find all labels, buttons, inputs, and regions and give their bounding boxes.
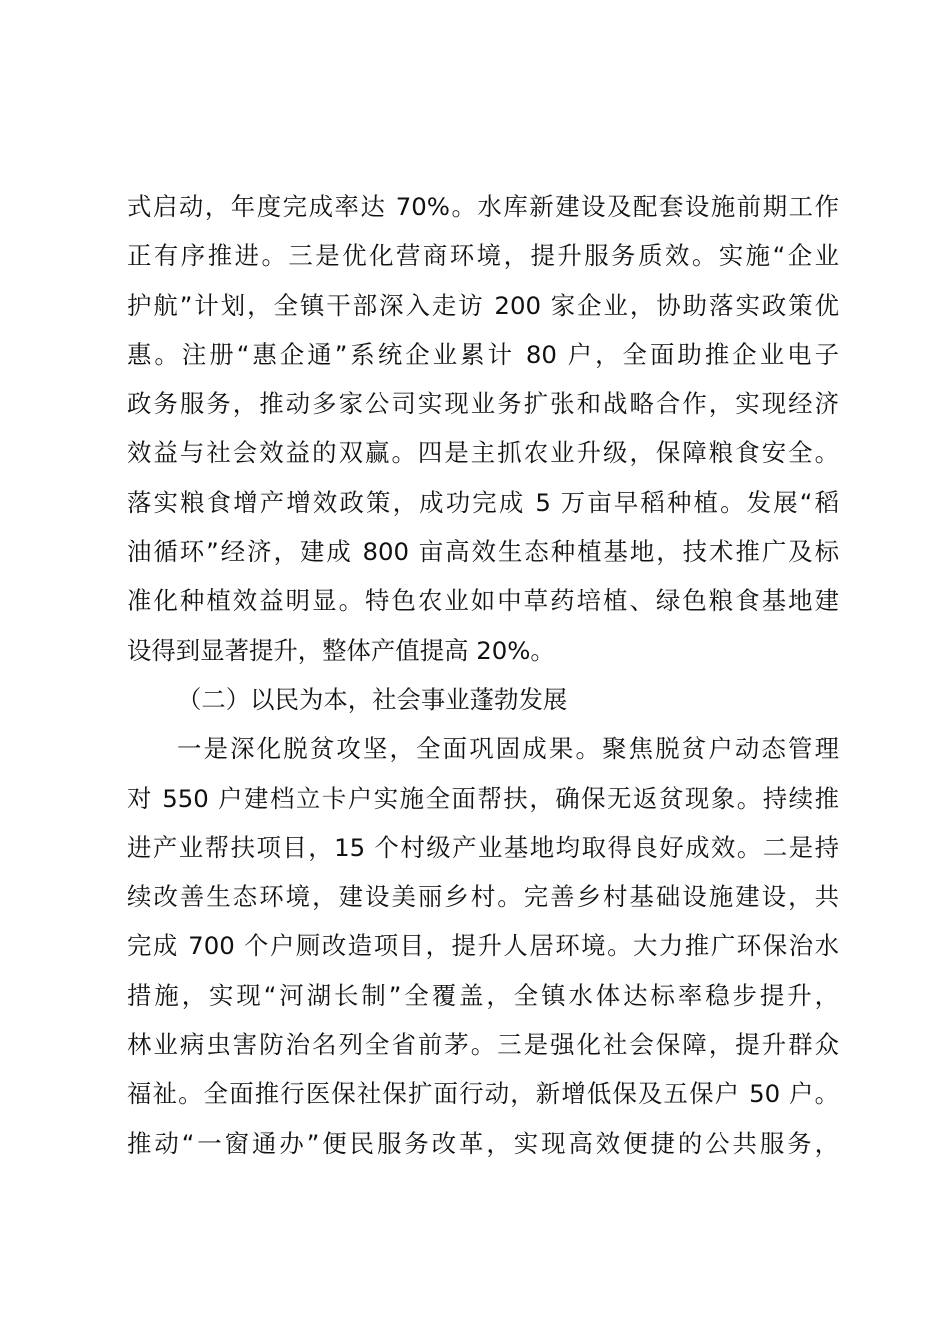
text-line: 式启动，年度完成率达 70%。水库新建设及配套设施前期工作 xyxy=(127,192,839,221)
text-line: 对 550 户建档立卡户实施全面帮扶，确保无返贫现象。持续推 xyxy=(127,783,839,813)
text-line: 进产业帮扶项目，15 个村级产业基地均取得良好成效。二是持 xyxy=(127,832,839,862)
text-line: 福祉。全面推行医保社保扩面行动，新增低保及五保户 50 户。 xyxy=(127,1079,839,1109)
text-line: 准化种植效益明显。特色农业如中草药培植、绿色粮食基地建 xyxy=(127,586,839,616)
text-line: 正有序推进。三是优化营商环境，提升服务质效。实施“企业 xyxy=(127,241,839,271)
text-line: 落实粮食增产增效政策，成功完成 5 万亩早稻种植。发展“稻 xyxy=(127,487,839,517)
section-heading: （二）以民为本，社会事业蓬勃发展 xyxy=(177,684,568,714)
text-line: 措施，实现“河湖长制”全覆盖，全镇水体达标率稳步提升， xyxy=(127,980,839,1010)
text-line: 续改善生态环境，建设美丽乡村。完善乡村基础设施建设，共 xyxy=(127,882,839,912)
text-line: 设得到显著提升，整体产值提高 20%。 xyxy=(127,635,555,665)
text-line: 一是深化脱贫攻坚，全面巩固成果。聚焦脱贫户动态管理 xyxy=(177,734,839,764)
text-line: 惠。注册“惠企通”系统企业累计 80 户，全面助推企业电子 xyxy=(127,339,839,369)
text-line: 林业病虫害防治名列全省前茅。三是强化社会保障，提升群众 xyxy=(127,1030,839,1060)
text-line: 推动“一窗通办”便民服务改革，实现高效便捷的公共服务， xyxy=(127,1128,839,1158)
document-body xyxy=(127,182,839,1168)
text-line: 完成 700 个户厕改造项目，提升人居环境。大力推广环保治水 xyxy=(127,931,839,961)
text-line: 效益与社会效益的双赢。四是主抓农业升级，保障粮食安全。 xyxy=(127,438,839,468)
text-line: 油循环”经济，建成 800 亩高效生态种植基地，技术推广及标 xyxy=(127,537,839,567)
text-line: 政务服务，推动多家公司实现业务扩张和战略合作，实现经济 xyxy=(127,389,839,419)
text-line: 护航”计划，全镇干部深入走访 200 家企业，协助落实政策优 xyxy=(127,290,839,320)
